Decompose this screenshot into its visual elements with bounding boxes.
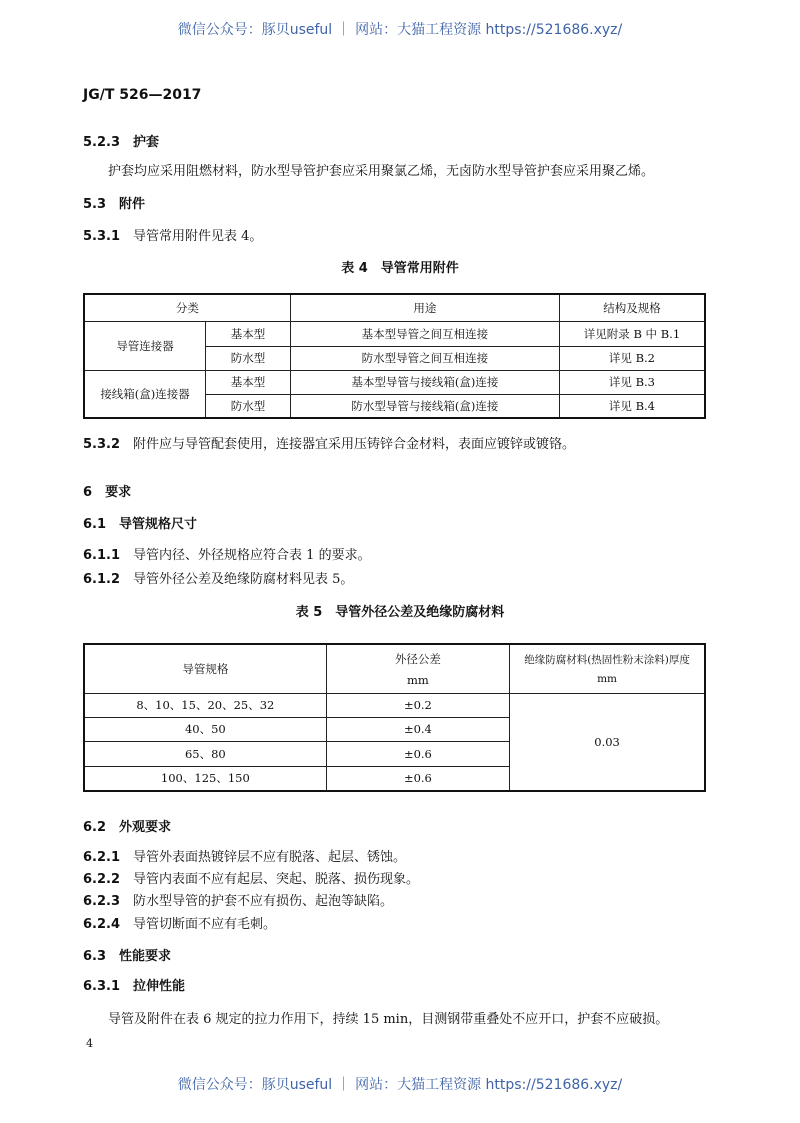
page-number: 4 xyxy=(86,1037,93,1050)
section-6-2 xyxy=(83,820,171,836)
section-number: 6.2 xyxy=(83,820,107,835)
section-number: 6.3 xyxy=(83,949,107,964)
header-cell xyxy=(510,644,705,693)
cell: 防水型导管与接线箱(盒)连接 xyxy=(290,394,559,418)
section-6-1-1 xyxy=(83,548,371,564)
header-unit: mm xyxy=(597,673,618,686)
cell: 基本型导管之间互相连接 xyxy=(290,321,559,346)
section-title: 附件 xyxy=(119,197,146,212)
paragraph: 防水型导管的护套不应有损伤、起泡等缺陷。 xyxy=(133,894,394,909)
section-number: 5.3 xyxy=(83,197,107,212)
watermark-bottom: 微信公众号：豚贝useful ｜ 网站：大猫工程资源 https://521686.xyz/ xyxy=(177,1077,623,1093)
header-cell: 结构及规格 xyxy=(559,294,705,321)
table-4 xyxy=(83,293,706,419)
section-5-2-3 xyxy=(83,135,159,151)
section-number: 5.3.2 xyxy=(83,437,121,452)
section-number: 6.1.1 xyxy=(83,548,121,563)
cell: ±0.6 xyxy=(326,766,509,791)
standard-header: JG/T 526—2017 xyxy=(83,87,202,103)
section-6-2-3 xyxy=(83,894,393,910)
section-number: 5.2.3 xyxy=(83,135,121,150)
section-title: 外观要求 xyxy=(119,820,172,835)
paragraph: 导管切断面不应有毛刺。 xyxy=(133,917,277,932)
section-number: 6.1 xyxy=(83,517,107,532)
section-number: 6.2.4 xyxy=(83,917,121,932)
cell: 40、50 xyxy=(84,717,326,741)
cell: 详见 B.3 xyxy=(559,370,705,394)
table-header-row xyxy=(84,644,705,693)
cell: 详见 B.4 xyxy=(559,394,705,418)
cell: 详见 B.2 xyxy=(559,346,705,370)
section-number: 6.3.1 xyxy=(83,979,121,994)
cell: 基本型 xyxy=(206,370,291,394)
header-cell: 分类 xyxy=(84,294,290,321)
cell: 详见附录 B 中 B.1 xyxy=(559,321,705,346)
thickness-cell: 0.03 xyxy=(510,693,705,791)
section-title: 拉伸性能 xyxy=(133,979,186,994)
paragraph: 附件应与导管配套使用，连接器宜采用压铸锌合金材料，表面应镀锌或镀铬。 xyxy=(133,437,576,452)
section-title: 导管规格尺寸 xyxy=(119,517,198,532)
group-cell: 导管连接器 xyxy=(84,321,206,370)
section-6 xyxy=(83,485,131,501)
watermark-top: 微信公众号：豚贝useful ｜ 网站：大猫工程资源 https://521686.xyz/ xyxy=(177,22,623,38)
cell: ±0.6 xyxy=(326,741,509,766)
cell: 基本型导管与接线箱(盒)连接 xyxy=(290,370,559,394)
section-number: 5.3.1 xyxy=(83,229,121,244)
table-5-title: 表 5 导管外径公差及绝缘防腐材料 xyxy=(295,605,505,620)
cell: 防水型 xyxy=(206,346,291,370)
section-5-3-1 xyxy=(83,229,262,245)
cell: 防水型导管之间互相连接 xyxy=(290,346,559,370)
header-cell: 用途 xyxy=(290,294,559,321)
header-cell: 导管规格 xyxy=(84,644,326,693)
section-6-1-2 xyxy=(83,572,353,588)
header-unit: mm xyxy=(407,672,429,687)
table-4-title: 表 4 导管常用附件 xyxy=(341,261,459,276)
paragraph: 护套均应采用阻燃材料，防水型导管护套应采用聚氯乙烯，无卤防水型导管护套应采用聚乙烯。 xyxy=(108,164,655,179)
section-6-2-1 xyxy=(83,850,406,866)
section-6-3-1 xyxy=(83,979,185,995)
paragraph: 导管常用附件见表 4。 xyxy=(133,229,263,244)
cell: 基本型 xyxy=(206,321,291,346)
paragraph: 导管外径公差及绝缘防腐材料见表 5。 xyxy=(133,572,354,587)
paragraph: 导管内表面不应有起层、突起、脱落、损伤现象。 xyxy=(133,872,420,887)
section-6-2-2 xyxy=(83,872,419,888)
cell: ±0.4 xyxy=(326,717,509,741)
paragraph: 导管及附件在表 6 规定的拉力作用下，持续 15 min，目测钢带重叠处不应开口，护套不应破损。 xyxy=(108,1012,669,1027)
table-row xyxy=(84,321,705,346)
section-5-3 xyxy=(83,197,145,213)
header-label: 绝缘防腐材料(热固性粉末涂料)厚度 xyxy=(524,654,690,667)
section-number: 6.1.2 xyxy=(83,572,121,587)
table-header-row xyxy=(84,294,705,321)
section-number: 6.2.3 xyxy=(83,894,121,909)
group-cell: 接线箱(盒)连接器 xyxy=(84,370,206,418)
table-row xyxy=(84,693,705,717)
table-row xyxy=(84,370,705,394)
section-title: 护套 xyxy=(133,135,160,150)
section-number: 6.2.2 xyxy=(83,872,121,887)
header-label: 外径公差 xyxy=(394,651,441,666)
cell: ±0.2 xyxy=(326,693,509,717)
section-number: 6.2.1 xyxy=(83,850,121,865)
section-title: 要求 xyxy=(105,485,132,500)
section-title: 性能要求 xyxy=(119,949,172,964)
cell: 65、80 xyxy=(84,741,326,766)
section-6-3 xyxy=(83,949,171,965)
section-5-3-2 xyxy=(83,437,575,453)
header-cell xyxy=(326,644,509,693)
section-6-1 xyxy=(83,517,197,533)
section-6-2-4 xyxy=(83,917,276,933)
cell: 8、10、15、20、25、32 xyxy=(84,693,326,717)
paragraph: 导管外表面热镀锌层不应有脱落、起层、锈蚀。 xyxy=(133,850,407,865)
paragraph: 导管内径、外径规格应符合表 1 的要求。 xyxy=(133,548,371,563)
table-5 xyxy=(83,643,706,792)
section-number: 6 xyxy=(83,485,93,500)
cell: 防水型 xyxy=(206,394,291,418)
cell: 100、125、150 xyxy=(84,766,326,791)
